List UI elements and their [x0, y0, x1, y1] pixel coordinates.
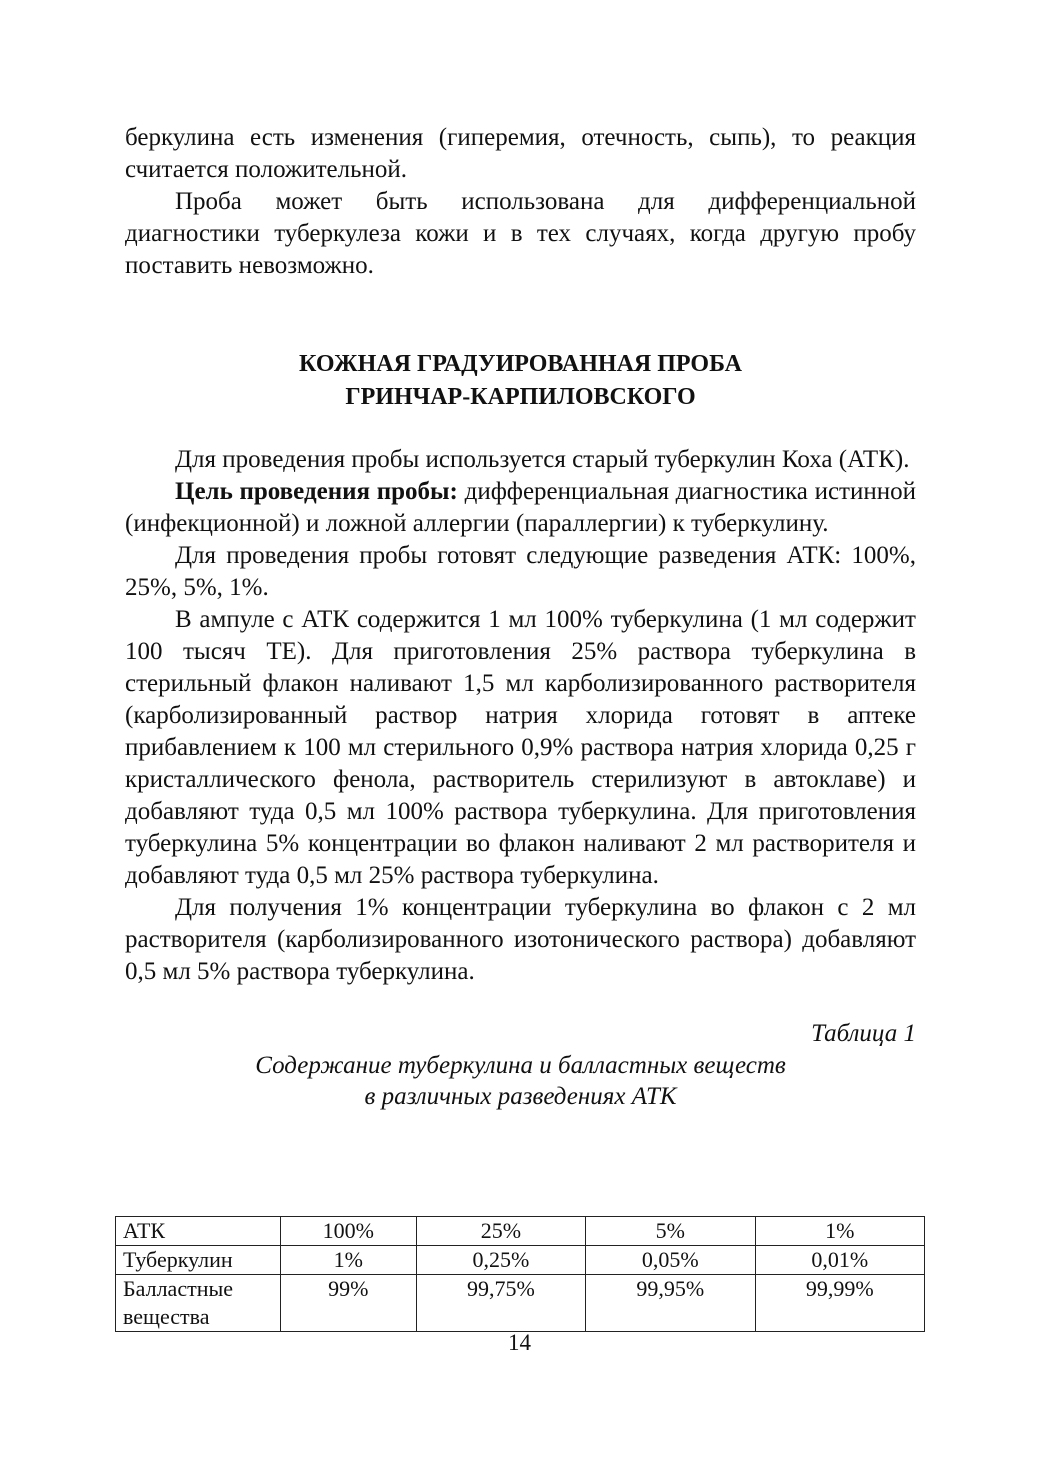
table-cell: Балластные вещества — [116, 1275, 281, 1332]
table-number: Таблица 1 — [811, 1020, 916, 1047]
table-row — [116, 1246, 925, 1275]
table-cell: 0,05% — [586, 1246, 755, 1275]
table-cell: 1% — [281, 1246, 417, 1275]
section-heading-line-1: КОЖНАЯ ГРАДУИРОВАННАЯ ПРОБА — [299, 351, 742, 377]
paragraph-continued: беркулина есть изменения (гиперемия, отечность, сыпь), то реакция считается положительной. — [125, 124, 916, 183]
table-cell: 0,01% — [755, 1246, 924, 1275]
table-caption-line-2: в различных разведениях АТК — [364, 1083, 677, 1110]
table-cell: 99,99% — [755, 1275, 924, 1332]
table-row — [116, 1217, 925, 1246]
page-content — [125, 122, 916, 1112]
paragraph-goal — [125, 476, 916, 540]
table-caption-line-1: Содержание туберкулина и балластных веществ — [255, 1052, 786, 1079]
paragraph-probe-usage: Проба может быть использована для дифференциальной диагностики туберкулеза кожи и в тех случаях, когда другую пробу поставить невозможно. — [125, 188, 916, 279]
table-caption — [125, 1050, 916, 1112]
paragraph-atk-intro: Для проведения пробы используется старый туберкулин Коха (АТК). — [175, 446, 910, 473]
table-cell: 1% — [755, 1217, 924, 1246]
section-heading-line-2: ГРИНЧАР-КАРПИЛОВСКОГО — [345, 384, 696, 410]
goal-lead: Цель проведения пробы: — [175, 478, 458, 505]
paragraph-dilutions: Для проведения пробы готовят следующие разведения АТК: 100%, 25%, 5%, 1%. — [125, 542, 916, 601]
goal-text: дифференциальная диагностика истинной (инфекционной) и ложной аллергии (параллергии) к туберкулину. — [125, 478, 916, 537]
table-cell: 5% — [586, 1217, 755, 1246]
table-cell: 25% — [416, 1217, 585, 1246]
page-number: 14 — [508, 1330, 531, 1355]
paragraph-preparation: В ампуле с АТК содержится 1 мл 100% туберкулина (1 мл содержит 100 тысяч ТЕ). Для приготовления 25% раствора туберкулина в стерильный флакон наливают 1,5 мл карболизированного растворителя (карболизированный раствор натрия хлорида готовят в аптеке прибавлением к 100 мл стерильного 0,9% раствора натрия хлорида 0,25 г кристаллического фенола, растворитель стерилизуют в автоклаве) и добавляют туда 0,5 мл 100% раствора туберкулина. Для приготовления туберкулина 5% концентрации во флакон наливают 2 мл растворителя и добавляют туда 0,5 мл 25% раствора туберкулина. — [125, 606, 916, 889]
table-cell: 0,25% — [416, 1246, 585, 1275]
table-cell: 100% — [281, 1217, 417, 1246]
table-cell: АТК — [116, 1217, 281, 1246]
table-cell: Туберкулин — [116, 1246, 281, 1275]
paragraph-one-percent: Для получения 1% концентрации туберкулина во флакон с 2 мл растворителя (карболизированного изотонического раствора) добавляют 0,5 мл 5% раствора туберкулина. — [125, 894, 916, 985]
table-row — [116, 1275, 925, 1332]
table-cell: 99,75% — [416, 1275, 585, 1332]
table-cell: 99,95% — [586, 1275, 755, 1332]
section-heading — [125, 348, 916, 414]
dilution-table — [115, 1216, 925, 1332]
table-cell: 99% — [281, 1275, 417, 1332]
